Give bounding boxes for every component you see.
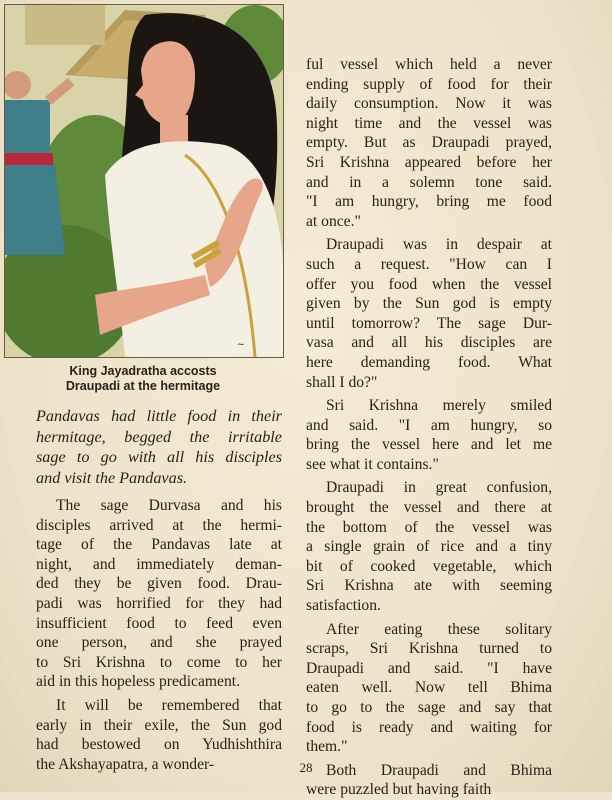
text-line: vasa and all his disciples are: [306, 334, 552, 352]
text-line: such a request. "How can I: [306, 255, 552, 273]
right-column: [306, 55, 552, 800]
text-line: them.": [306, 738, 348, 756]
text-line: see what it contains.": [306, 455, 439, 473]
text-line: scraps, Sri Krishna turned to: [306, 640, 552, 658]
text-line: Sri Krishna ate with seeming: [306, 577, 552, 595]
text-line: After eating these solitary: [326, 620, 552, 638]
text-line: to go to the sage and say that: [306, 699, 552, 716]
text-line: early in their exile, the Sun god: [36, 716, 282, 734]
text-line: The sage Durvasa and his: [56, 497, 282, 514]
text-line: and said. "I am hungry, so: [306, 416, 552, 434]
text-line: padi was horrified for they had: [36, 594, 282, 612]
figure-caption: [4, 364, 282, 394]
text-line: night, and immediately deman-: [36, 555, 282, 573]
intro-line: hermitage, begged the irritable: [36, 427, 282, 446]
text-line: given by the Sun god is empty: [306, 295, 552, 313]
text-line: Draupadi in great confusion,: [326, 479, 552, 497]
text-line: eaten well. Now tell Bhima: [306, 679, 552, 697]
text-line: empty. But as Draupadi prayed,: [306, 134, 552, 152]
text-line: here demanding food. What: [306, 353, 552, 371]
svg-text:~: ~: [237, 340, 245, 350]
text-line: brought the vessel and there at: [306, 499, 552, 517]
text-line: had bestowed on Yudhishthira: [36, 736, 282, 754]
left-column: [36, 496, 282, 774]
text-line: aid in this hopeless predicament.: [36, 673, 240, 691]
intro-line: sage to go with all his disciples: [36, 448, 282, 466]
text-line: bring the vessel here and let me: [306, 436, 552, 454]
text-line: one person, and she prayed: [36, 634, 282, 652]
intro-line: and visit the Pandavas.: [36, 468, 188, 487]
paragraph: [306, 235, 552, 392]
text-line: It will be remembered that: [56, 696, 282, 714]
text-line: and in a solemn tone said.: [306, 173, 552, 191]
text-line: the bottom of the vessel was: [306, 518, 552, 536]
text-line: "I am hungry, bring me food: [306, 193, 552, 211]
caption-line: King Jayadratha accosts: [69, 364, 217, 378]
text-line: the Akshayapatra, a wonder-: [36, 755, 215, 773]
text-line: ful vessel which held a never: [306, 56, 552, 73]
page-number: 28: [299, 760, 313, 775]
text-line: bit of cooked vegetable, which: [306, 557, 552, 575]
text-line: food is ready and waiting for: [306, 718, 552, 736]
text-line: Sri Krishna appeared before her: [306, 153, 552, 171]
text-line: at once.": [306, 212, 361, 230]
text-line: Both Draupadi and Bhima: [326, 761, 552, 779]
text-line: insufficient food to feed even: [36, 614, 282, 632]
text-line: night time and the vessel was: [306, 114, 552, 132]
paragraph: [306, 478, 552, 615]
text-line: were puzzled but having faith: [306, 781, 492, 799]
text-line: Draupadi and said. "I have: [306, 659, 552, 677]
text-line: a single grain of rice and a tiny: [306, 538, 552, 556]
intro-summary: [36, 406, 282, 488]
text-line: disciples arrived at the hermi-: [36, 516, 282, 534]
text-line: daily consumption. Now it was: [306, 95, 552, 113]
paragraph: [306, 55, 552, 231]
text-line: shall I do?": [306, 373, 378, 391]
text-line: tage of the Pandavas late at: [36, 536, 282, 554]
intro-line: Pandavas had little food in their: [36, 407, 282, 425]
paragraph: [306, 620, 552, 757]
text-line: Draupadi was in despair at: [326, 236, 552, 254]
illustration: [4, 4, 284, 358]
text-line: until tomorrow? The sage Dur-: [306, 314, 552, 332]
text-line: ending supply of food for their: [306, 75, 552, 93]
text-line: to Sri Krishna to come to her: [36, 653, 282, 671]
text-line: Sri Krishna merely smiled: [326, 397, 552, 415]
text-line: offer you food when the vessel: [306, 275, 552, 293]
caption-line: Draupadi at the hermitage: [65, 379, 221, 393]
paragraph: [306, 396, 552, 474]
paragraph: [36, 496, 282, 692]
text-line: ded they be given food. Drau-: [36, 575, 282, 593]
illustration-art: [5, 5, 283, 357]
text-line: satisfaction.: [306, 597, 381, 615]
